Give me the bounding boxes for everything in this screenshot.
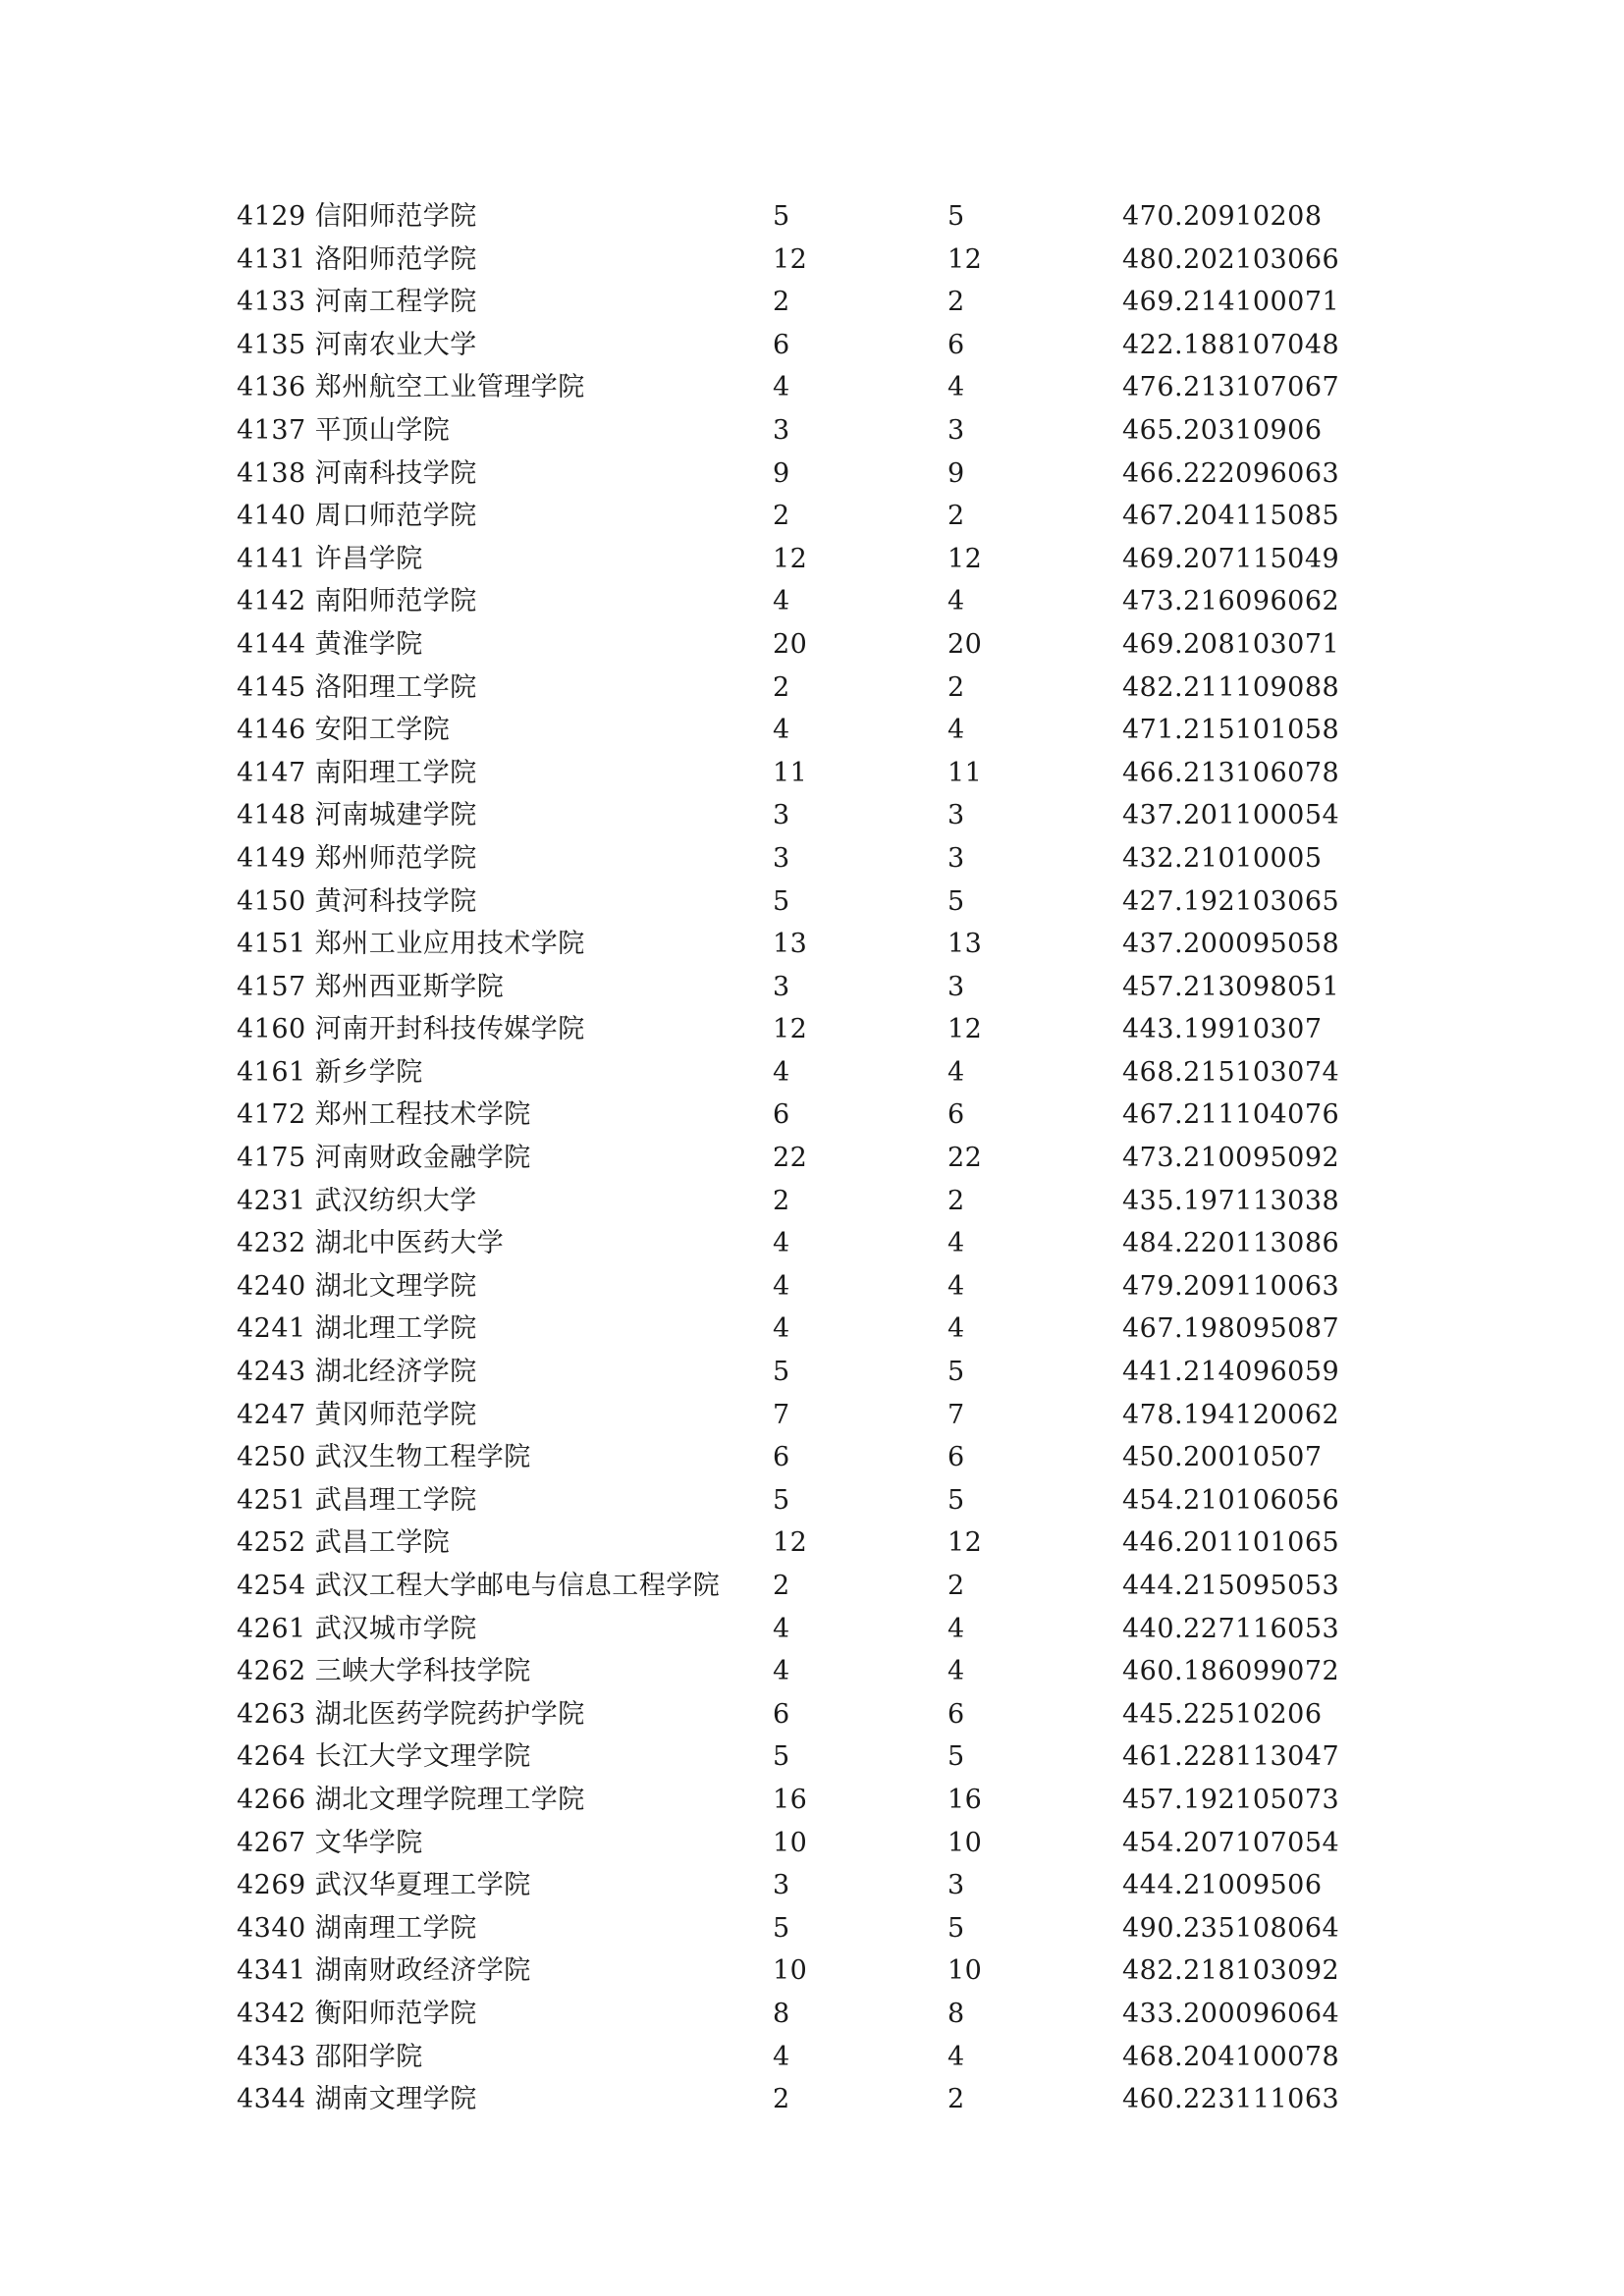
score-cell: 478.194120062	[1122, 1399, 1340, 1430]
school-name-cell: 4232 湖北中医药大学	[237, 1228, 505, 1259]
table-row	[237, 239, 1378, 282]
school-name-cell: 4261 武汉城市学院	[237, 1613, 477, 1644]
plan-count-cell: 4	[773, 1656, 790, 1687]
score-cell: 440.227116053	[1122, 1613, 1340, 1644]
table-row	[237, 1479, 1378, 1522]
plan-count-cell: 2	[773, 2084, 790, 2115]
admit-count-cell: 16	[947, 1784, 983, 1815]
table-row	[237, 1735, 1378, 1779]
score-cell: 461.228113047	[1122, 1741, 1340, 1773]
school-name-cell: 4267 文华学院	[237, 1827, 423, 1858]
score-cell: 454.210106056	[1122, 1484, 1340, 1516]
plan-count-cell: 5	[773, 201, 790, 232]
admit-count-cell: 4	[947, 1313, 965, 1345]
score-cell: 432.21010005	[1122, 842, 1323, 874]
school-name-cell: 4146 安阳工学院	[237, 715, 451, 746]
plan-count-cell: 4	[773, 1056, 790, 1088]
admit-count-cell: 4	[947, 1228, 965, 1259]
admit-count-cell: 8	[947, 1998, 965, 2029]
table-row	[237, 1308, 1378, 1351]
table-row	[237, 281, 1378, 324]
admit-count-cell: 3	[947, 800, 965, 831]
table-row	[237, 2078, 1378, 2121]
admit-count-cell: 2	[947, 671, 965, 703]
school-name-cell: 4144 黄淮学院	[237, 628, 423, 660]
score-cell: 484.220113086	[1122, 1228, 1340, 1259]
plan-count-cell: 4	[773, 1270, 790, 1302]
admit-count-cell: 4	[947, 372, 965, 403]
admit-count-cell: 2	[947, 1571, 965, 1601]
plan-count-cell: 4	[773, 715, 790, 746]
school-name-cell: 4129 信阳师范学院	[237, 201, 477, 232]
admit-count-cell: 12	[947, 543, 983, 574]
score-cell: 443.19910307	[1122, 1014, 1323, 1045]
plan-count-cell: 6	[773, 1698, 790, 1730]
admit-count-cell: 5	[947, 201, 965, 232]
plan-count-cell: 2	[773, 1185, 790, 1216]
score-cell: 454.207107054	[1122, 1827, 1340, 1858]
score-cell: 446.201101065	[1122, 1527, 1340, 1559]
school-name-cell: 4251 武昌理工学院	[237, 1484, 477, 1516]
plan-count-cell: 4	[773, 586, 790, 617]
plan-count-cell: 10	[773, 1955, 808, 1987]
plan-count-cell: 4	[773, 1613, 790, 1644]
table-row	[237, 409, 1378, 453]
score-cell: 457.192105073	[1122, 1784, 1340, 1815]
admit-count-cell: 3	[947, 971, 965, 1002]
plan-count-cell: 8	[773, 1998, 790, 2029]
admit-count-cell: 2	[947, 1185, 965, 1216]
school-name-cell: 4342 衡阳师范学院	[237, 1998, 477, 2029]
admit-count-cell: 4	[947, 1270, 965, 1302]
admit-count-cell: 12	[947, 243, 983, 275]
score-cell: 437.200095058	[1122, 929, 1340, 960]
score-cell: 468.204100078	[1122, 2041, 1340, 2072]
school-name-cell: 4137 平顶山学院	[237, 414, 451, 446]
school-name-cell: 4147 南阳理工学院	[237, 757, 477, 788]
score-cell: 482.211109088	[1122, 671, 1340, 703]
table-row	[237, 366, 1378, 409]
table-row	[237, 923, 1378, 966]
score-cell: 468.215103074	[1122, 1056, 1340, 1088]
score-cell: 445.22510206	[1122, 1698, 1323, 1730]
plan-count-cell: 4	[773, 1228, 790, 1259]
school-name-cell: 4266 湖北文理学院理工学院	[237, 1784, 585, 1815]
plan-count-cell: 12	[773, 1014, 808, 1045]
score-cell: 469.207115049	[1122, 543, 1340, 574]
admit-count-cell: 13	[947, 929, 983, 960]
school-name-cell: 4157 郑州西亚斯学院	[237, 971, 505, 1002]
table-row	[237, 1822, 1378, 1865]
plan-count-cell: 16	[773, 1784, 808, 1815]
admit-count-cell: 6	[947, 1442, 965, 1473]
score-cell: 444.21009506	[1122, 1870, 1323, 1901]
plan-count-cell: 3	[773, 971, 790, 1002]
score-cell: 469.208103071	[1122, 628, 1340, 660]
admit-count-cell: 22	[947, 1143, 983, 1174]
plan-count-cell: 13	[773, 929, 808, 960]
table-row	[237, 1949, 1378, 1993]
school-name-cell: 4141 许昌学院	[237, 543, 423, 574]
table-row	[237, 1094, 1378, 1137]
table-row	[237, 495, 1378, 538]
table-row	[237, 1693, 1378, 1736]
admit-count-cell: 4	[947, 586, 965, 617]
school-name-cell: 4341 湖南财政经济学院	[237, 1955, 531, 1987]
school-name-cell: 4241 湖北理工学院	[237, 1313, 477, 1345]
table-body	[237, 195, 1378, 2121]
admit-count-cell: 5	[947, 1741, 965, 1773]
table-row	[237, 1137, 1378, 1180]
plan-count-cell: 2	[773, 287, 790, 318]
plan-count-cell: 9	[773, 457, 790, 489]
score-cell: 480.202103066	[1122, 243, 1340, 275]
table-row	[237, 538, 1378, 581]
school-name-cell: 4262 三峡大学科技学院	[237, 1656, 531, 1687]
school-name-cell: 4142 南阳师范学院	[237, 586, 477, 617]
admit-count-cell: 6	[947, 1698, 965, 1730]
score-cell: 450.20010507	[1122, 1442, 1323, 1473]
score-cell: 467.198095087	[1122, 1313, 1340, 1345]
admit-count-cell: 2	[947, 287, 965, 318]
admit-count-cell: 7	[947, 1399, 965, 1430]
table-row	[237, 709, 1378, 752]
score-cell: 469.214100071	[1122, 287, 1340, 318]
school-name-cell: 4136 郑州航空工业管理学院	[237, 372, 585, 403]
plan-count-cell: 5	[773, 1484, 790, 1516]
table-row	[237, 881, 1378, 924]
admit-count-cell: 20	[947, 628, 983, 660]
admit-count-cell: 4	[947, 1656, 965, 1687]
school-name-cell: 4243 湖北经济学院	[237, 1357, 477, 1388]
school-name-cell: 4140 周口师范学院	[237, 501, 477, 532]
school-name-cell: 4247 黄冈师范学院	[237, 1399, 477, 1430]
admit-count-cell: 5	[947, 885, 965, 917]
table-row	[237, 1265, 1378, 1308]
plan-count-cell: 10	[773, 1827, 808, 1858]
school-name-cell: 4263 湖北医药学院药护学院	[237, 1698, 585, 1730]
admit-count-cell: 4	[947, 1613, 965, 1644]
plan-count-cell: 3	[773, 414, 790, 446]
plan-count-cell: 4	[773, 372, 790, 403]
plan-count-cell: 4	[773, 1313, 790, 1345]
score-cell: 466.222096063	[1122, 457, 1340, 489]
table-row	[237, 1351, 1378, 1394]
table-row	[237, 453, 1378, 496]
plan-count-cell: 22	[773, 1143, 808, 1174]
score-cell: 476.213107067	[1122, 372, 1340, 403]
table-row	[237, 324, 1378, 367]
score-cell: 422.188107048	[1122, 329, 1340, 360]
admit-count-cell: 2	[947, 2084, 965, 2115]
school-name-cell: 4254 武汉工程大学邮电与信息工程学院	[237, 1571, 721, 1601]
school-name-cell: 4175 河南财政金融学院	[237, 1143, 531, 1174]
admit-count-cell: 5	[947, 1912, 965, 1944]
admit-count-cell: 6	[947, 329, 965, 360]
table-row	[237, 794, 1378, 837]
score-cell: 467.211104076	[1122, 1099, 1340, 1131]
table-row	[237, 1008, 1378, 1051]
score-cell: 470.20910208	[1122, 201, 1323, 232]
table-row	[237, 752, 1378, 795]
score-cell: 482.218103092	[1122, 1955, 1340, 1987]
table-row	[237, 667, 1378, 710]
table-row	[237, 1650, 1378, 1693]
admit-count-cell: 3	[947, 414, 965, 446]
plan-count-cell: 11	[773, 757, 808, 788]
plan-count-cell: 3	[773, 842, 790, 874]
table-row	[237, 837, 1378, 881]
school-name-cell: 4138 河南科技学院	[237, 457, 477, 489]
admit-count-cell: 12	[947, 1014, 983, 1045]
table-row	[237, 1565, 1378, 1608]
school-name-cell: 4145 洛阳理工学院	[237, 671, 477, 703]
school-name-cell: 4340 湖南理工学院	[237, 1912, 477, 1944]
school-name-cell: 4149 郑州师范学院	[237, 842, 477, 874]
table-row	[237, 1222, 1378, 1265]
admit-count-cell: 9	[947, 457, 965, 489]
plan-count-cell: 7	[773, 1399, 790, 1430]
admit-count-cell: 10	[947, 1955, 983, 1987]
score-cell: 457.213098051	[1122, 971, 1340, 1002]
score-cell: 444.215095053	[1122, 1571, 1340, 1601]
score-cell: 466.213106078	[1122, 757, 1340, 788]
plan-count-cell: 2	[773, 671, 790, 703]
admit-count-cell: 12	[947, 1527, 983, 1559]
school-name-cell: 4231 武汉纺织大学	[237, 1185, 477, 1216]
plan-count-cell: 5	[773, 885, 790, 917]
table-row	[237, 1608, 1378, 1651]
table-row	[237, 1907, 1378, 1950]
table-row	[237, 1394, 1378, 1437]
table-row	[237, 1436, 1378, 1479]
score-cell: 460.186099072	[1122, 1656, 1340, 1687]
plan-count-cell: 12	[773, 543, 808, 574]
table-row	[237, 1993, 1378, 2036]
plan-count-cell: 3	[773, 1870, 790, 1901]
score-cell: 479.209110063	[1122, 1270, 1340, 1302]
score-cell: 467.204115085	[1122, 501, 1340, 532]
plan-count-cell: 6	[773, 1442, 790, 1473]
admit-count-cell: 10	[947, 1827, 983, 1858]
admit-count-cell: 4	[947, 715, 965, 746]
score-cell: 427.192103065	[1122, 885, 1340, 917]
plan-count-cell: 5	[773, 1912, 790, 1944]
school-name-cell: 4250 武汉生物工程学院	[237, 1442, 531, 1473]
score-cell: 473.210095092	[1122, 1143, 1340, 1174]
admit-count-cell: 2	[947, 501, 965, 532]
school-name-cell: 4252 武昌工学院	[237, 1527, 451, 1559]
school-name-cell: 4133 河南工程学院	[237, 287, 477, 318]
plan-count-cell: 5	[773, 1741, 790, 1773]
score-cell: 490.235108064	[1122, 1912, 1340, 1944]
school-name-cell: 4240 湖北文理学院	[237, 1270, 477, 1302]
table-row	[237, 623, 1378, 667]
table-row	[237, 1051, 1378, 1095]
score-cell: 473.216096062	[1122, 586, 1340, 617]
table-row	[237, 1779, 1378, 1822]
school-name-cell: 4264 长江大学文理学院	[237, 1741, 531, 1773]
school-name-cell: 4160 河南开封科技传媒学院	[237, 1014, 585, 1045]
school-name-cell: 4135 河南农业大学	[237, 329, 477, 360]
school-name-cell: 4131 洛阳师范学院	[237, 243, 477, 275]
plan-count-cell: 3	[773, 800, 790, 831]
table-row	[237, 580, 1378, 623]
school-name-cell: 4148 河南城建学院	[237, 800, 477, 831]
score-cell: 465.20310906	[1122, 414, 1323, 446]
plan-count-cell: 12	[773, 1527, 808, 1559]
score-cell: 435.197113038	[1122, 1185, 1340, 1216]
school-name-cell: 4344 湖南文理学院	[237, 2084, 477, 2115]
score-cell: 471.215101058	[1122, 715, 1340, 746]
plan-count-cell: 6	[773, 329, 790, 360]
score-cell: 460.223111063	[1122, 2084, 1340, 2115]
school-name-cell: 4151 郑州工业应用技术学院	[237, 929, 585, 960]
school-name-cell: 4172 郑州工程技术学院	[237, 1099, 531, 1131]
school-name-cell: 4269 武汉华夏理工学院	[237, 1870, 531, 1901]
plan-count-cell: 20	[773, 628, 808, 660]
plan-count-cell: 2	[773, 1571, 790, 1601]
table-row	[237, 1180, 1378, 1223]
admit-count-cell: 4	[947, 2041, 965, 2072]
table-row	[237, 1522, 1378, 1565]
plan-count-cell: 4	[773, 2041, 790, 2072]
admission-table	[237, 195, 1378, 2121]
admit-count-cell: 11	[947, 757, 983, 788]
score-cell: 441.214096059	[1122, 1357, 1340, 1388]
score-cell: 437.201100054	[1122, 800, 1340, 831]
plan-count-cell: 6	[773, 1099, 790, 1131]
plan-count-cell: 2	[773, 501, 790, 532]
table-row	[237, 195, 1378, 239]
score-cell: 433.200096064	[1122, 1998, 1340, 2029]
table-row	[237, 966, 1378, 1009]
school-name-cell: 4343 邵阳学院	[237, 2041, 423, 2072]
school-name-cell: 4150 黄河科技学院	[237, 885, 477, 917]
admit-count-cell: 5	[947, 1484, 965, 1516]
table-row	[237, 1864, 1378, 1907]
table-row	[237, 2036, 1378, 2079]
admit-count-cell: 5	[947, 1357, 965, 1388]
admit-count-cell: 4	[947, 1056, 965, 1088]
school-name-cell: 4161 新乡学院	[237, 1056, 423, 1088]
plan-count-cell: 5	[773, 1357, 790, 1388]
admit-count-cell: 3	[947, 1870, 965, 1901]
plan-count-cell: 12	[773, 243, 808, 275]
admit-count-cell: 6	[947, 1099, 965, 1131]
admit-count-cell: 3	[947, 842, 965, 874]
